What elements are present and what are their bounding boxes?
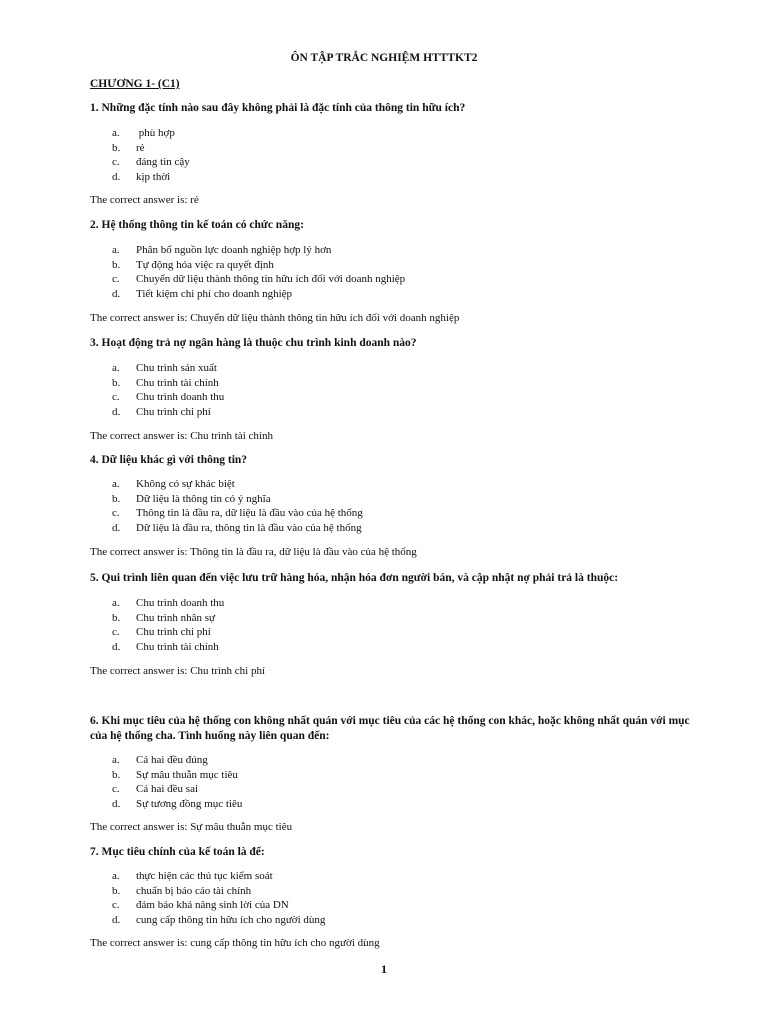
option-text: kịp thời [136,171,171,184]
question-1: 1. Những đặc tính nào sau đây không phải là đặc tính của thông tin hữu ích? [90,102,466,114]
chapter-heading: CHƯƠNG 1- (C1) [90,78,180,90]
option-text: Chu trình chi phí [136,626,211,639]
option-letter: a. [112,478,120,490]
option-text: phù hợp [136,127,175,139]
answer-prefix: The correct answer is: [90,821,188,833]
option-letter: b. [112,141,121,154]
option-a [112,243,405,258]
answer-prefix: The correct answer is: [90,665,188,677]
option-letter: b. [112,768,121,781]
option-text: cung cấp thông tin hữu ích cho người dùng [136,914,326,927]
option-letter: c. [112,507,120,520]
option-letter: b. [112,884,121,897]
option-c [112,506,363,521]
option-text: Dữ liệu là thông tin có ý nghĩa [136,492,271,505]
option-text: Phân bổ nguồn lực doanh nghiệp hợp lý hơn [136,244,332,256]
option-letter: c. [112,273,120,286]
option-a [112,477,363,492]
question-5-options [112,596,224,655]
option-text: Chu trình doanh thu [136,597,225,609]
answer-prefix: The correct answer is: [90,546,188,558]
option-a [112,126,190,141]
option-text: Chu trình doanh thu [136,391,225,404]
option-b [112,141,190,156]
option-letter: c. [112,626,120,639]
option-text: Thông tin là đầu ra, dữ liệu là đầu vào của hệ thống [136,507,363,520]
page-number: 1 [381,962,387,976]
answer-3 [90,430,273,442]
answer-prefix: The correct answer is: [90,430,188,442]
option-letter: b. [112,376,121,389]
question-7-options [112,869,325,928]
option-letter: d. [112,914,121,927]
option-text: Chu trình nhân sự [136,611,215,624]
answer-text: Chu trình tài chính [190,430,273,442]
option-text: Cả hai đều sai [136,783,199,796]
option-d [112,170,190,185]
option-letter: c. [112,783,120,796]
option-b [112,258,405,273]
option-d [112,405,224,420]
option-b [112,768,242,783]
answer-text: Chuyển dữ liệu thành thông tin hữu ích đối với doanh nghiệp [190,312,460,324]
option-letter: d. [112,406,121,419]
option-c [112,155,190,170]
question-6: 6. Khi mục tiêu của hệ thống con không nhất quán với mục tiêu của các hệ thống con khác, hoặc không nhất quán với mục của hệ thống cha. Tình huống này liên quan đến: [90,715,690,742]
option-a [112,361,224,376]
option-text: Chu trình tài chính [136,641,219,654]
option-letter: b. [112,611,121,624]
option-text: đáng tin cậy [136,156,190,169]
option-letter: b. [112,492,121,505]
option-d [112,913,325,928]
question-6-options [112,753,242,812]
option-c [112,625,224,640]
option-text: rẻ [136,141,145,154]
option-text: Dữ liệu là đầu ra, thông tin là đầu vào của hệ thống [136,522,362,535]
answer-4 [90,546,417,558]
question-1-options [112,126,190,185]
question-3: 3. Hoạt động trả nợ ngân hàng là thuộc chu trình kinh doanh nào? [90,337,417,349]
answer-text: cung cấp thông tin hữu ích cho người dùng [190,937,380,949]
option-text: thực hiện các thủ tục kiểm soát [136,870,273,882]
option-text: Sự mâu thuẫn mục tiêu [136,768,238,781]
option-a [112,753,242,768]
option-d [112,521,363,536]
answer-7 [90,937,380,949]
answer-prefix: The correct answer is: [90,937,188,949]
option-a [112,869,325,884]
option-text: chuẩn bị báo cáo tài chính [136,884,252,897]
option-letter: a. [112,754,120,766]
option-a [112,596,224,611]
answer-6 [90,821,292,833]
option-c [112,390,224,405]
question-2: 2. Hệ thống thông tin kế toán có chức năng: [90,219,304,231]
option-letter: a. [112,870,120,882]
option-d [112,640,224,655]
option-b [112,611,224,626]
question-4-options [112,477,363,536]
answer-1 [90,194,199,206]
option-d [112,797,242,812]
option-letter: c. [112,156,120,169]
answer-prefix: The correct answer is: [90,194,188,206]
option-text: Chu trình tài chính [136,376,219,389]
question-5: 5. Qui trình liên quan đến việc lưu trữ hàng hóa, nhận hóa đơn người bán, và cập nhật nợ phải trả là thuộc: [90,572,619,584]
option-text: Không có sự khác biệt [136,478,235,490]
option-letter: d. [112,641,121,654]
answer-text: Sự mâu thuẫn mục tiêu [190,821,293,833]
option-text: Sự tương đồng mục tiêu [136,798,243,811]
answer-text: Chu trình chi phí [190,665,266,677]
option-c [112,782,242,797]
option-text: Chu trình sản xuất [136,362,217,374]
option-text: đảm bảo khả năng sinh lời của DN [136,899,289,912]
answer-5 [90,665,265,677]
option-text: Cả hai đều đúng [136,754,208,766]
option-text: Chuyển dữ liệu thành thông tin hữu ích đối với doanh nghiệp [136,273,406,286]
option-letter: a. [112,597,120,609]
option-letter: a. [112,362,120,374]
option-letter: b. [112,258,121,271]
question-7: 7. Mục tiêu chính của kế toán là để: [90,846,265,858]
answer-text: Thông tin là đầu ra, dữ liệu là đầu vào của hệ thống [190,546,417,558]
option-letter: a. [112,127,120,139]
option-letter: d. [112,288,121,301]
answer-2 [90,312,459,324]
option-c [112,272,405,287]
answer-prefix: The correct answer is: [90,312,188,324]
page-title: ÔN TẬP TRẮC NGHIỆM HTTTKT2 [290,52,478,64]
option-c [112,898,325,913]
question-4: 4. Dữ liệu khác gì với thông tin? [90,454,248,466]
option-text: Tiết kiệm chi phí cho doanh nghiệp [136,288,293,301]
answer-text: rẻ [190,194,199,206]
option-b [112,376,224,391]
option-letter: c. [112,391,120,404]
option-letter: d. [112,798,121,811]
option-letter: c. [112,899,120,912]
option-letter: d. [112,171,121,184]
option-text: Chu trình chi phí [136,406,211,419]
option-text: Tự động hóa việc ra quyết định [136,258,274,271]
question-3-options [112,361,224,420]
option-letter: a. [112,244,120,256]
option-letter: d. [112,522,121,535]
question-2-options [112,243,405,302]
option-b [112,884,325,899]
option-b [112,492,363,507]
option-d [112,287,405,302]
